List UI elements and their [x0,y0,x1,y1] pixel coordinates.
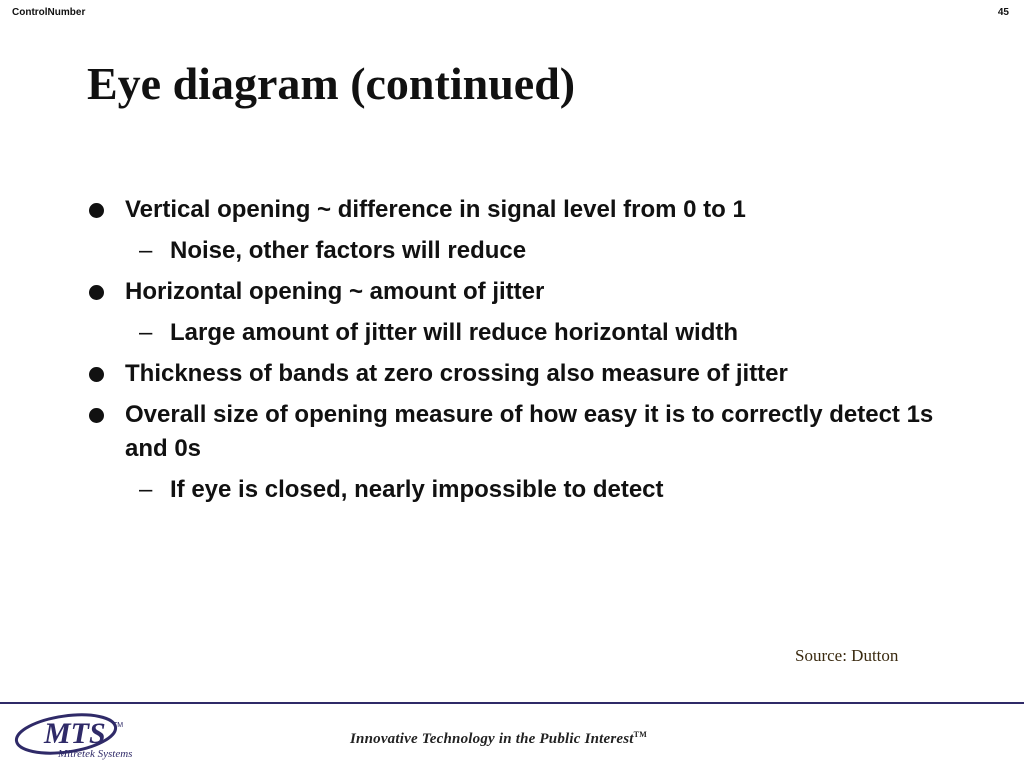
bullet-dot-icon [89,367,104,382]
dash-icon: – [139,476,153,503]
sub-bullet-item [88,234,948,268]
bullet-text: Vertical opening ~ difference in signal level from 0 to 1 [125,196,746,223]
slide-title: Eye diagram (continued) [87,58,576,109]
logo-mark: MTS [44,717,106,750]
bullet-text: Overall size of opening measure of how easy it is to correctly detect 1s and 0s [125,401,934,462]
bullet-item [88,398,948,466]
dash-icon: – [139,319,153,346]
bullet-dot-icon [89,203,104,218]
sub-bullet-text: Large amount of jitter will reduce horizontal width [170,319,739,346]
bullet-item [88,193,948,227]
sub-bullet-text: If eye is closed, nearly impossible to detect [170,476,664,503]
tagline-trademark: TM [633,730,647,739]
control-number: ControlNumber [12,7,86,18]
bullet-text: Thickness of bands at zero crossing also measure of jitter [125,360,788,387]
sub-bullet-item [88,473,948,507]
source-citation: Source: Dutton [795,646,899,665]
bullet-item [88,357,948,391]
footer-tagline [350,730,647,748]
logo-trademark: TM [113,722,124,729]
bullet-dot-icon [89,285,104,300]
bullet-dot-icon [89,408,104,423]
sub-bullet-item [88,316,948,350]
dash-icon: – [139,237,153,264]
sub-bullet-text: Noise, other factors will reduce [170,237,527,264]
page-number: 45 [997,7,1009,18]
logo-subtitle: Mitretek Systems [58,748,133,760]
bullet-text: Horizontal opening ~ amount of jitter [125,278,545,305]
tagline-text: Innovative Technology in the Public Interest [350,731,634,747]
footer-divider [0,702,1024,704]
bullet-item [88,275,948,309]
mts-logo [14,710,164,762]
mts-logo-icon [14,710,164,762]
bullet-list [88,193,948,514]
